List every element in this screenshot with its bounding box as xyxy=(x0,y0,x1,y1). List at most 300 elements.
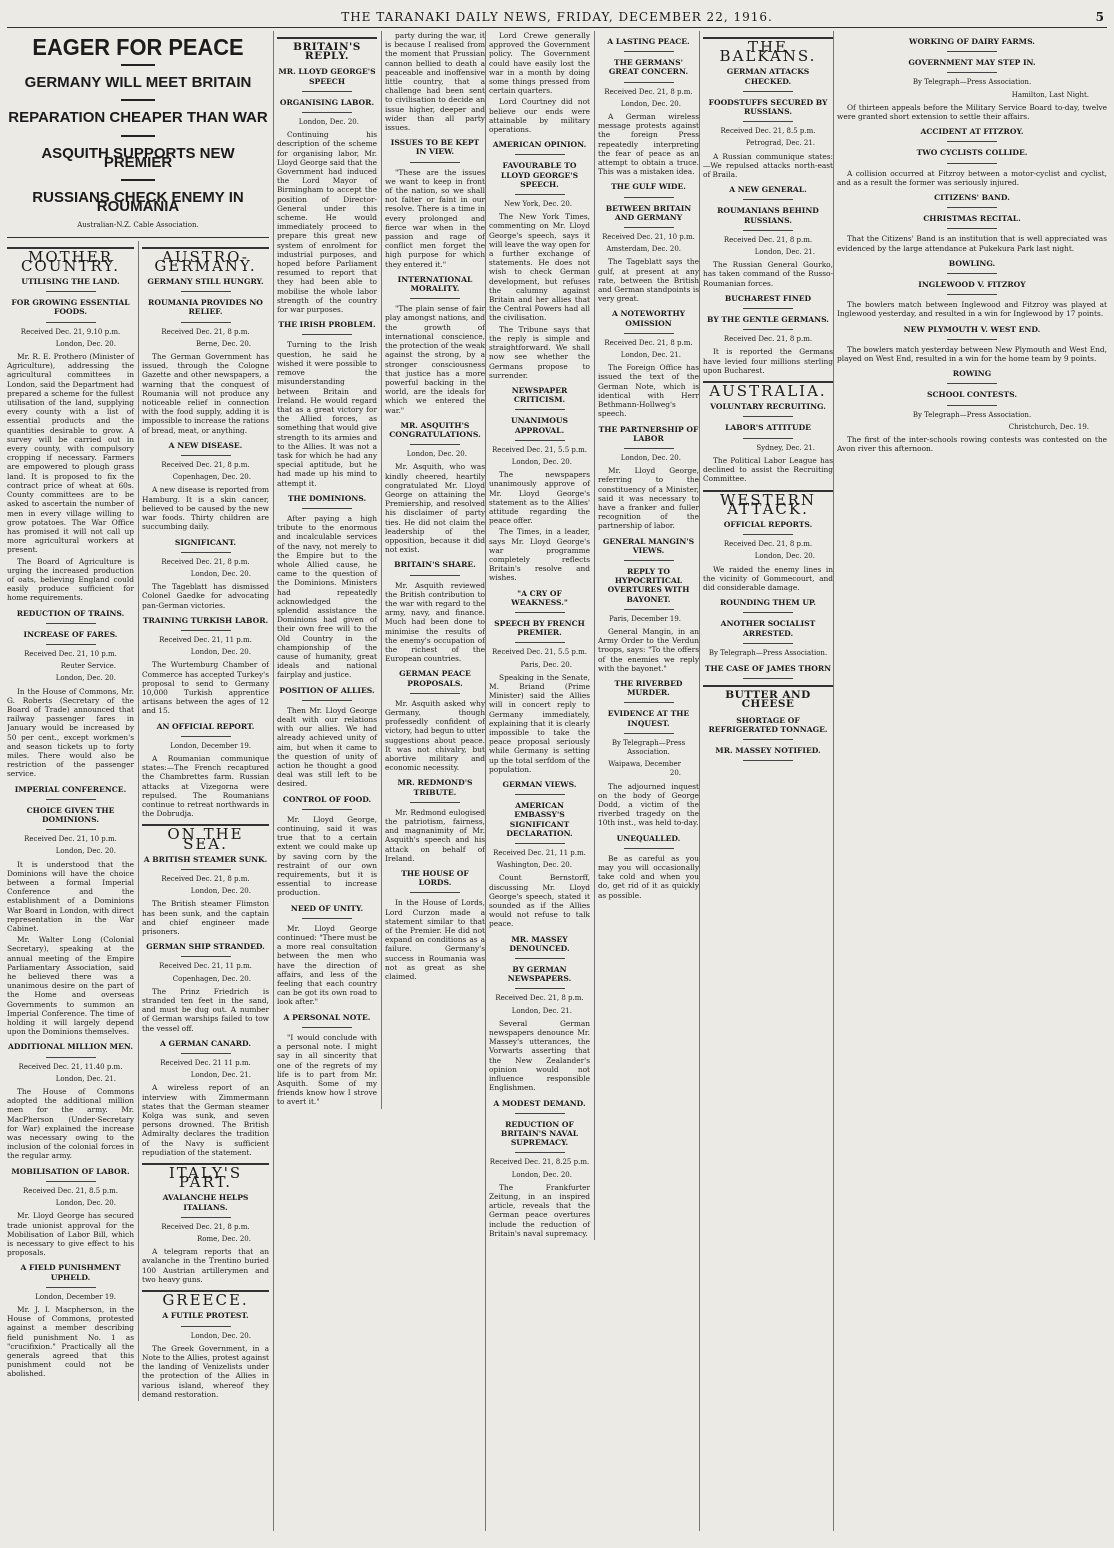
divider xyxy=(947,228,997,229)
subheading: A FUTILE PROTEST. xyxy=(162,1311,249,1321)
dateline: Sydney, Dec. 21. xyxy=(756,443,815,452)
column-2a xyxy=(277,31,377,1109)
divider xyxy=(947,383,997,384)
section-heading: THE BALKANS. xyxy=(703,37,833,61)
dateline: Petrograd, Dec. 21. xyxy=(745,139,815,148)
subheading: MR. REDMOND'S TRIBUTE. xyxy=(397,778,473,797)
subheading: THE PARTNERSHIP OF LABOR xyxy=(598,424,699,443)
divider xyxy=(181,291,231,292)
paragraph: A Roumanian communique states:—The French recaptured the Chambrettes farm. Russian attacks at Vizegorna were repulsed. The Roumanians continue to retreat northwards in the Dobrudja. xyxy=(142,753,269,819)
subheading: ROUMANIA PROVIDES NO RELIEF. xyxy=(148,298,263,317)
section-heading: MOTHER COUNTRY. xyxy=(7,247,134,271)
dateline: Received Dec. 21, 8 p.m. xyxy=(723,235,813,244)
subheading: GERMAN PEACE PROPOSALS. xyxy=(399,669,471,688)
divider xyxy=(743,678,793,679)
dateline: Received Dec. 21, 8 p.m. xyxy=(161,874,250,883)
paragraph: The House of Commons adopted the additional million men for the army. Mr. MacPherson (Under-Secretary for War) explained the increase was necessary owing to the inclusion of the colonial forces in the regular army. xyxy=(7,1087,134,1161)
paragraph: Continuing his description of the scheme for organising labor, Mr. Lloyd George said that the Government had induced the Lord Mayor of Birmingham to accept the position of Director-General under this scheme. He would immediately proceed to prepare this great new system of enrolment for industrial purposes, and hoped before Parliament resumed to report that they had been able to mobilise the whole labor strength of the country for war purposes. xyxy=(277,130,377,315)
subheading: MOBILISATION OF LABOR. xyxy=(11,1166,130,1176)
paragraph: "These are the issues we want to keep in front of the nation, so we shall not falter or faint in our resolve. There is a time in every prolonged and fierce war when in the passion and rage of conflict men forget the high purpose for which they entered it." xyxy=(385,167,485,269)
divider xyxy=(515,194,565,195)
paragraph: Mr. Asquith asked why Germany, though professedly confident of victory, had begun to utter suggestions about peace. It was not chivalry, but abortive military and economic necessity. xyxy=(385,698,485,773)
divider xyxy=(743,643,793,644)
subheading: ACCIDENT AT FITZROY. xyxy=(920,127,1024,137)
divider xyxy=(181,322,231,323)
divider xyxy=(46,829,96,830)
column-1 xyxy=(7,31,269,1531)
divider xyxy=(181,630,231,631)
subheading: REDUCTION OF BRITAIN'S NAVAL SUPREMACY. xyxy=(500,1119,579,1148)
subheading: FAVOURABLE TO LLOYD GEORGE'S SPEECH. xyxy=(500,161,579,189)
dateline: By Telegraph—Press Association. xyxy=(708,648,828,657)
subheading: MR. LLOYD GEORGE'S SPEECH xyxy=(278,67,376,86)
headline-2: GERMANY WILL MEET BRITAIN xyxy=(24,74,252,92)
subheading: GERMAN ATTACKS CHECKED. xyxy=(726,67,810,86)
paragraph: Then Mr. Lloyd George dealt with our relations with our allies. We had already achieved unity of aim, but when it came to the question of unity of action he thought a good deal was still left to be desired. xyxy=(277,705,377,789)
dateline: Received Dec. 21, 10 p.m. xyxy=(24,649,117,658)
dateline: London, Dec. 20. xyxy=(190,569,251,578)
dateline: London, Dec. 21. xyxy=(754,248,815,257)
subheading: REDUCTION OF TRAINS. xyxy=(16,608,125,618)
subheading: ROUMANIANS BEHIND RUSSIANS. xyxy=(717,206,819,225)
divider xyxy=(181,455,231,456)
dateline: London, Dec. 21. xyxy=(511,1006,572,1015)
divider xyxy=(121,99,155,101)
subheading: ROUNDING THEM UP. xyxy=(719,598,817,608)
divider xyxy=(624,227,674,228)
paragraph: Turning to the Irish question, he said he wished it were possible to remove the misunderstanding between Britain and Ireland. He would regard that as a great victory for the Allied forces, as something that would give strength to its armies and to the Allies. It was not a task for which he had any special aptitude, but he had made up his mind to attempt it. xyxy=(277,340,377,488)
page-number: 5 xyxy=(1095,10,1105,24)
dateline: London, Dec. 20. xyxy=(55,1199,116,1208)
dateline: Received Dec. 21, 8 p.m. xyxy=(161,1222,250,1231)
subheading: FOR GROWING ESSENTIAL FOODS. xyxy=(11,298,130,317)
subheading: A NEW GENERAL. xyxy=(729,185,807,195)
subheading: A PERSONAL NOTE. xyxy=(283,1012,371,1022)
subheading: VOLUNTARY RECRUITING. xyxy=(710,402,826,412)
dateline: Received Dec. 21, 11 p.m. xyxy=(159,962,252,971)
subheading: THE IRISH PROBLEM. xyxy=(278,320,376,330)
paragraph: General Mangin, in an Army Order to the Verdun troops, says: "To the offers of the enemies we reply with the bayonet." xyxy=(598,626,699,673)
dateline: Copenhagen, Dec. 20. xyxy=(172,473,251,482)
divider xyxy=(743,308,793,309)
dateline: London, Dec. 21. xyxy=(55,1074,116,1083)
paragraph: Mr. R. E. Prothero (Minister of Agriculture), addressing the agricultural committees in London, said the Department had prepared a scheme for the fullest utilisation of the land, supplying every county with a list of essential products and the quantities desirable to grow. A survey will be carried out in every county, with compulsory cropping if necessary. Farmers are empowered to plough grass land. It is proposed to fix the contract price of wheat at 60s. County committees are to be asked to ascertain the number of men in every village willing to grow potatoes. The War Office has promised it will not call up more agricultural workers at present. xyxy=(7,352,134,555)
paragraph: Mr. J. I. Macpherson, in the House of Commons, protested against a member describing field punishment No. 1 as "crucifixion." Practically all the generals agreed that this punishment could not be abolished. xyxy=(7,1304,134,1379)
paragraph: Speaking in the Senate, M. Briand (Prime Minister) said the Allies will in concert reply to Germany immediately, explaining that it is clearly impossible to take the peace proposal seriously while Germany is setting up the total serfdom of the population. xyxy=(489,672,590,774)
dateline: By Telegraph—Press Association. xyxy=(912,78,1032,87)
divider xyxy=(181,1053,231,1054)
divider xyxy=(121,64,155,66)
subheading: INCREASE OF FARES. xyxy=(23,629,118,639)
divider xyxy=(624,560,674,561)
divider xyxy=(515,988,565,989)
dateline: Amsterdam, Dec. 20. xyxy=(606,245,681,254)
divider xyxy=(743,329,793,330)
divider xyxy=(947,141,997,142)
paragraph: The Political Labor League has declined to assist the Recruiting Committee. xyxy=(703,455,833,484)
divider xyxy=(515,958,565,959)
divider xyxy=(46,291,96,292)
dateline: Waipawa, December 20. xyxy=(608,760,681,778)
dateline: Received Dec. 21, 8.25 p.m. xyxy=(489,1158,590,1167)
column-2b xyxy=(381,31,485,1109)
subheading: SPEECH BY FRENCH PREMIER. xyxy=(494,618,585,638)
paragraph: Mr. Asquith reviewed the British contribution to the war with regard to the army, navy, and finance. Much had been done to minimise the results of the enemy's occupation of the richest of the European countries. xyxy=(385,580,485,664)
divider xyxy=(515,440,565,441)
subheading: THE RIVERBED MURDER. xyxy=(614,678,683,698)
divider xyxy=(743,91,793,92)
divider xyxy=(46,1181,96,1182)
divider xyxy=(410,693,460,694)
divider xyxy=(947,72,997,73)
divider xyxy=(624,448,674,449)
dateline: Received Dec. 21, 8 p.m. xyxy=(604,338,693,347)
paragraph: The Board of Agriculture is urging the increased production of oats, believing England could easily produce sufficient for home requirements. xyxy=(7,556,134,603)
subheading: THE GULF WIDE. xyxy=(611,182,686,192)
subheading: INTERNATIONAL MORALITY. xyxy=(397,274,473,294)
subheading: AVALANCHE HELPS ITALIANS. xyxy=(162,1193,249,1212)
subheading: GOVERNMENT MAY STEP IN. xyxy=(908,58,1036,68)
dateline: Received Dec. 21, 8 p.m. xyxy=(723,540,813,549)
paragraph: Count Bernstorff, discussing Mr. Lloyd George's speech, stated it sounded as if the Allies would not refuse to talk peace. xyxy=(489,873,590,929)
dateline: Received Dec. 21, 11 p.m. xyxy=(493,849,586,858)
dateline: London, Dec. 20. xyxy=(55,847,116,856)
paragraph: party during the war, it is because I realised from the moment that Prussian cannon bellied to death a peaceable and inoffensive little country, that a challenge had been sent to civilisation to decide an issue higher, deeper and wider than all party issues. xyxy=(385,31,485,133)
dateline: Paris, Dec. 20. xyxy=(520,660,572,669)
divider xyxy=(515,794,565,795)
divider xyxy=(947,207,997,208)
divider xyxy=(121,135,155,137)
divider xyxy=(624,197,674,198)
dateline: London, Dec. 20. xyxy=(298,118,359,127)
subheading: A NOTEWORTHY OMISSION xyxy=(611,309,686,328)
divider xyxy=(46,1057,96,1058)
subheading: INGLEWOOD V. FITZROY xyxy=(918,280,1026,290)
subheading: A NEW DISEASE. xyxy=(168,440,243,450)
column-3b xyxy=(594,31,699,1240)
subheading: UNANIMOUS APPROVAL. xyxy=(510,416,569,435)
dateline: London, Dec. 20. xyxy=(190,1331,251,1340)
dateline: London, Dec. 20. xyxy=(190,648,251,657)
subheading: ROWING xyxy=(952,369,992,379)
paragraph: The Tageblatt says the gulf, at present at any rate, between the British and German standpoints is very great. xyxy=(598,257,699,304)
headline-5: RUSSIANS CHECK ENEMY IN ROUMANIA xyxy=(32,189,244,216)
paragraph: Mr. Lloyd George, continuing, said it was true that to a certain extent we could make up by saving corn by the restraint of our own requirements, but it is essential to increase production. xyxy=(277,814,377,898)
paragraph: The Russian General Gourko, has taken command of the Russo-Roumanian forces. xyxy=(703,260,833,288)
dateline: London, Dec. 20. xyxy=(190,887,251,896)
subheading: OFFICIAL REPORTS. xyxy=(723,519,813,529)
subheading: MR. ASQUITH'S CONGRATULATIONS. xyxy=(389,420,481,439)
dateline: Copenhagen, Dec. 20. xyxy=(172,974,251,983)
dateline: London, Dec. 20. xyxy=(511,1170,572,1179)
masthead xyxy=(7,7,1107,28)
paragraph: The adjourned inquest on the body of George Dodd, a victim of the riverbed tragedy on the 10th inst., was held to-day. xyxy=(598,781,699,828)
divider xyxy=(743,612,793,613)
subheading: GERMAN VIEWS. xyxy=(502,780,577,790)
divider xyxy=(410,892,460,893)
dateline: Received Dec. 21, 8 p.m. xyxy=(604,87,693,96)
column-1b xyxy=(138,241,269,1401)
divider xyxy=(302,700,352,701)
divider xyxy=(624,848,674,849)
divider xyxy=(410,162,460,163)
column-5 xyxy=(833,31,1107,1531)
column-3 xyxy=(485,31,699,1531)
dateline: London, December 19. xyxy=(35,1292,116,1301)
subheading: MR. MASSEY NOTIFIED. xyxy=(715,745,821,755)
headline-3: REPARATION CHEAPER THAN WAR xyxy=(8,109,268,127)
section-heading: ON THE SEA. xyxy=(142,824,269,848)
dateline: Reuter Service. xyxy=(60,662,116,671)
divider xyxy=(743,230,793,231)
subheading: POSITION OF ALLIES. xyxy=(279,685,375,695)
paragraph: The Tageblatt has dismissed Colonel Gaedke for advocating pan-German victories. xyxy=(142,582,269,610)
paragraph: The bowlers match yesterday between New Plymouth and West End, played on West End, resulted in a win for the home team by 9 points. xyxy=(837,344,1107,364)
paragraph: After paying a high tribute to the enormous and incalculable services of the navy, not merely to the Empire but to the whole Allied cause, he came to the question of the Dominions. Ministers had repeatedly acknowledged the splendid assistance the Dominions had given of their own free will to the Old Country in the championship of the cause of humanity, great ideals and national fairplay and justice. xyxy=(277,513,377,680)
subheading: SHORTAGE OF REFRIGERATED TONNAGE. xyxy=(708,715,828,734)
subheading: LABOR'S ATTITUDE xyxy=(725,423,811,433)
subheading: GERMANY STILL HUNGRY. xyxy=(147,277,264,287)
divider xyxy=(410,444,460,445)
divider xyxy=(624,702,674,703)
divider xyxy=(46,322,96,323)
divider xyxy=(121,179,155,181)
paragraph: "The plain sense of fair play amongst nations, and the growth of international conscience, the protection of the weak against the strong, by a stronger consciousness that justice has a more powerful backing in the world, are the ideals for which we entered the war." xyxy=(385,304,485,415)
divider xyxy=(947,51,997,52)
divider xyxy=(515,612,565,613)
section-heading: AUSTRALIA. xyxy=(703,381,833,396)
divider xyxy=(410,802,460,803)
paragraph: The Times, in a leader, says Mr. Lloyd George's war programme completely reflects Britain's resolve and wishes. xyxy=(489,527,590,583)
subheading: CHRISTMAS RECITAL. xyxy=(923,214,1021,224)
divider xyxy=(515,1152,565,1153)
divider xyxy=(624,82,674,83)
paragraph: It is understood that the Dominions will have the choice between a formal Imperial Conference and the establishment of a Dominions War Board in London, with direct representation in the War Cabinet. xyxy=(7,859,134,934)
subheading: EVIDENCE AT THE INQUEST. xyxy=(607,709,690,728)
subheading: BOWLING. xyxy=(948,258,996,268)
divider xyxy=(181,956,231,957)
paragraph: In the House of Lords, Lord Curzon made a statement similar to that of the Premier. He did not expand on conditions as a failure. Germany's success in Roumania was not as great as she claimed. xyxy=(385,898,485,982)
divider xyxy=(624,733,674,734)
divider xyxy=(46,1287,96,1288)
section-heading: BRITAIN'S REPLY. xyxy=(277,37,377,61)
paragraph: It is reported the Germans have levied four millions sterling upon Bucharest. xyxy=(703,347,833,375)
divider xyxy=(302,1027,352,1028)
paragraph: A wireless report of an interview with Zimmermann states that the German steamer Kolga was sunk, and seven persons drowned. The British Admiralty declares the tradition of the Navy is sufficient repudiation of the statement. xyxy=(142,1083,269,1157)
divider xyxy=(181,736,231,737)
dateline: By Telegraph—Press Association. xyxy=(611,738,686,756)
paragraph: Lord Courtney did not believe our ends were attainable by military operations. xyxy=(489,97,590,135)
paragraph: Of thirteen appeals before the Military Service Board to-day, twelve were granted short extension to settle their affairs. xyxy=(837,102,1107,122)
headline-4: ASQUITH SUPPORTS NEW PREMIER xyxy=(41,144,235,171)
section-heading: WESTERN ATTACK. xyxy=(703,490,833,514)
dateline: Washington, Dec. 20. xyxy=(496,861,572,870)
subheading: SIGNIFICANT. xyxy=(174,537,237,547)
section-heading: GREECE. xyxy=(142,1290,269,1305)
paragraph: The Tribune says that the reply is simple and straightforward. We shall now see whether the Germans propose to surrender. xyxy=(489,324,590,380)
divider xyxy=(410,575,460,576)
dateline: Received Dec. 21 11 p.m. xyxy=(160,1059,251,1068)
divider xyxy=(947,294,997,295)
column-1a xyxy=(7,241,134,1401)
paragraph: Mr. Walter Long (Colonial Secretary), speaking at the annual meeting of the Empire Parliamentary Association, said he believed there was a unanimous desire on the part of the Home and overseas Governments to summon an Imperial Conference. The time of holding it will largely depend upon the Dominions themselves. xyxy=(7,935,134,1037)
subheading: BRITAIN'S SHARE. xyxy=(394,560,476,570)
divider xyxy=(46,623,96,624)
paragraph: The Frankfurter Zeitung, in an inspired article, reveals that the German peace overtures include the reduction of Britain's naval supremacy. xyxy=(489,1182,590,1238)
column-4 xyxy=(699,31,833,1531)
subheading: A FIELD PUNISHMENT UPHELD. xyxy=(20,1263,121,1282)
divider xyxy=(947,405,997,406)
subheading: WORKING OF DAIRY FARMS. xyxy=(909,37,1035,46)
divider xyxy=(515,642,565,643)
column-3a xyxy=(489,31,590,1240)
dateline: London, Dec. 21. xyxy=(190,1071,251,1080)
divider xyxy=(743,121,793,122)
subheading: THE HOUSE OF LORDS. xyxy=(401,869,469,888)
subheading: BY THE GENTLE GERMANS. xyxy=(707,315,829,325)
divider xyxy=(302,334,352,335)
divider xyxy=(46,644,96,645)
paragraph: The bowlers match between Inglewood and Fitzroy was played at Inglewood yesterday, and resulted in a win for Inglewood by 17 points. xyxy=(837,300,1107,319)
divider xyxy=(515,409,565,410)
divider xyxy=(947,273,997,274)
dateline: Received Dec. 21, 8.5 p.m. xyxy=(23,1186,118,1195)
dateline: Received Dec. 21, 8.5 p.m. xyxy=(720,127,816,136)
subheading: TWO CYCLISTS COLLIDE. xyxy=(916,148,1028,158)
divider xyxy=(181,1326,231,1327)
dateline: Received Dec. 21, 11.40 p.m. xyxy=(18,1062,123,1071)
paragraph: The Foreign Office has issued the text of the German Note, which is identical with Herr Bethmann-Hollweg's speech. xyxy=(598,363,699,419)
divider xyxy=(302,508,352,509)
dateline: Berne, Dec. 20. xyxy=(196,339,251,348)
dateline: Received Dec. 21, 8 p.m. xyxy=(161,327,250,336)
masthead-title: THE TARANAKI DAILY NEWS, FRIDAY, DECEMBER 22, 1916. xyxy=(341,10,773,24)
subheading: A GERMAN CANARD. xyxy=(159,1038,252,1048)
subheading: CHOICE GIVEN THE DOMINIONS. xyxy=(26,805,115,824)
paragraph: Be as careful as you may you will occasionally take cold and when you do, get rid of it as quickly as possible. xyxy=(598,853,699,900)
paragraph: Lord Crewe generally approved the Government policy. The Government could have easily lost the war in a month by doing some things pressed from certain quarters. xyxy=(489,31,590,96)
subheading: UTILISING THE LAND. xyxy=(21,277,120,287)
subheading: TRAINING TURKISH LABOR. xyxy=(142,615,269,625)
dateline: Received Dec. 21, 8 p.m. xyxy=(495,994,584,1003)
divider xyxy=(302,809,352,810)
paragraph: "I would conclude with a personal note. I might say in all sincerity that one of the regrets of my life is to part from Mr. Asquith. Some of my friends know how I strove to avert it." xyxy=(277,1032,377,1107)
dateline: London, Dec. 20. xyxy=(620,99,681,108)
paragraph: That the Citizens' Band is an institution that is well appreciated was evidenced by the large attendance at Pukekura Park last night. xyxy=(837,234,1107,253)
divider xyxy=(743,438,793,439)
divider xyxy=(624,609,674,610)
dateline: New York, Dec. 20. xyxy=(503,200,572,209)
section-heading: AUSTRO-GERMANY. xyxy=(142,247,269,271)
dateline: Received Dec. 21, 11 p.m. xyxy=(159,635,252,644)
divider xyxy=(302,112,352,113)
dateline: London, Dec. 21. xyxy=(620,351,681,360)
subheading: THE CASE OF JAMES THORN xyxy=(704,663,832,673)
dateline: London, December 19. xyxy=(170,741,251,750)
paragraph: In the House of Commons, Mr. G. Roberts (Secretary of the Board of Trade) announced that railway passenger fares in January would be increased by 50 per cent., except workmen's and season tickets up to forty miles. There would also be restriction of the passenger service. xyxy=(7,686,134,779)
paragraph: A collision occurred at Fitzroy between a motor-cyclist and cyclist, and as a result the former was seriously injured. xyxy=(837,168,1107,187)
paragraph: The New York Times, commenting on Mr. Lloyd George's speech, says it will leave the way open for a further exchange of statements. He does not wish to check German development, but refuses the calumny against Britain and her allies that the Central Powers had all the civilisation. xyxy=(489,212,590,323)
subheading: "A CRY OF WEAKNESS." xyxy=(511,588,568,607)
paragraph: The Greek Government, in a Note to the Allies, protest against the landing of Venizelists under the protection of the Allies in various island, whereof they demand restoration. xyxy=(142,1343,269,1399)
paragraph: The Prinz Friedrich is stranded ten feet in the sand, and must be dug out. A number of German warships failed to tow the vessel off. xyxy=(142,986,269,1033)
divider xyxy=(743,416,793,417)
subheading: ORGANISING LABOR. xyxy=(279,97,375,107)
divider xyxy=(302,91,352,92)
dateline: London, Dec. 20. xyxy=(620,453,681,462)
paragraph: A new disease is reported from Hamburg. It is a skin cancer, believed to be caused by the new war foods. Thirty children are succumbing daily. xyxy=(142,485,269,532)
dateline: London, Dec. 20. xyxy=(511,457,572,466)
subheading: AMERICAN EMBASSY'S SIGNIFICANT DECLARATION. xyxy=(506,801,573,838)
divider xyxy=(181,552,231,553)
paragraph: A Russian communique states:—We repulsed attacks north-east of Braila. xyxy=(703,151,833,180)
paragraph: Mr. Redmond eulogised the patriotism, fairness, and magnanimity of Mr. Asquith's speech and his attack on behalf of Ireland. xyxy=(385,807,485,863)
divider xyxy=(410,298,460,299)
divider xyxy=(181,1217,231,1218)
cable-credit: Australian-N.Z. Cable Association. xyxy=(77,221,199,230)
subheading: AN OFFICIAL REPORT. xyxy=(156,721,255,731)
paragraph: Mr. Lloyd George continued: "There must be a more real consultation between the men who have the direction of affairs, and less of the feeling that each country can be got its own road to look after." xyxy=(277,923,377,1007)
section-heading: BUTTER AND CHEESE xyxy=(703,685,833,709)
newspaper-page xyxy=(7,7,1107,1534)
divider xyxy=(743,760,793,761)
subheading: THE DOMINIONS. xyxy=(287,493,367,503)
divider xyxy=(743,199,793,200)
divider xyxy=(947,339,997,340)
divider xyxy=(515,843,565,844)
subheading: SCHOOL CONTESTS. xyxy=(927,390,1017,400)
subheading: UNEQUALLED. xyxy=(616,833,681,843)
subheading: BETWEEN BRITAIN AND GERMANY xyxy=(605,203,692,222)
paragraph: We raided the enemy lines in the vicinity of Gommecourt, and did considerable damage. xyxy=(703,564,833,592)
paragraph: Mr. Lloyd George, referring to the constituency of a Minister, said it was necessary to have a franker and fuller recognition of the partnership of labor. xyxy=(598,466,699,531)
dateline: Christchurch, Dec. 19. xyxy=(1008,422,1089,431)
dateline: Received Dec. 21, 8 p.m. xyxy=(161,557,250,566)
paragraph: The newspapers unanimously approve of Mr. Lloyd George's statement as to the Allies' attitude regarding the peace offer. xyxy=(489,470,590,526)
dateline: London, Dec. 20. xyxy=(55,339,116,348)
column-2 xyxy=(273,31,485,1531)
subheading: ANOTHER SOCIALIST ARRESTED. xyxy=(720,619,816,638)
subheading: THE GERMANS' GREAT CONCERN. xyxy=(608,58,689,77)
dateline: Received Dec. 21, 9.10 p.m. xyxy=(20,327,121,336)
subheading: CONTROL OF FOOD. xyxy=(282,794,372,804)
dateline: Received Dec. 21, 10 p.m. xyxy=(24,835,117,844)
paragraph: Mr. Asquith, who was kindly cheered, heartily congratulated Mr. Lloyd George on attaining the Premiership, and resolved his disclaimer of party ties. He did not claim the leadership of the opposition, because it did not exist. xyxy=(385,462,485,555)
dateline: London, Dec. 20. xyxy=(406,450,467,459)
divider xyxy=(515,154,565,155)
paragraph: The German Government has issued, through the Cologne Gazette and other newspapers, a warning that the conquest of Roumania will not produce any noticeable relief in connection with the food supply, adding it is impossible to increase the rations of bread, meat, or anything. xyxy=(142,352,269,435)
subheading: NEED OF UNITY. xyxy=(290,903,364,913)
divider xyxy=(515,1113,565,1114)
subheading: AMERICAN OPINION. xyxy=(492,140,587,150)
subheading: BY GERMAN NEWSPAPERS. xyxy=(507,965,572,984)
subheading: GENERAL MANGIN'S VIEWS. xyxy=(602,536,695,555)
subheading: IMPERIAL CONFERENCE. xyxy=(14,784,127,794)
subheading: A MODEST DEMAND. xyxy=(493,1098,586,1108)
subheading: ISSUES TO BE KEPT IN VIEW. xyxy=(390,138,480,157)
subheading: MR. MASSEY DENOUNCED. xyxy=(509,934,570,953)
dateline: Paris, December 19. xyxy=(609,614,681,623)
subheading: NEW PLYMOUTH V. WEST END. xyxy=(903,324,1041,334)
divider xyxy=(947,163,997,164)
dateline: Received Dec. 21, 5.5 p.m. xyxy=(492,445,587,454)
dateline: Received Dec. 21, 8 p.m. xyxy=(723,335,813,344)
divider xyxy=(624,51,674,52)
dateline: By Telegraph—Press Association. xyxy=(912,410,1032,419)
subheading: A LASTING PEACE. xyxy=(607,37,690,46)
subheading: BUCHAREST FINED xyxy=(724,293,812,303)
headline-main: EAGER FOR PEACE xyxy=(32,34,244,60)
